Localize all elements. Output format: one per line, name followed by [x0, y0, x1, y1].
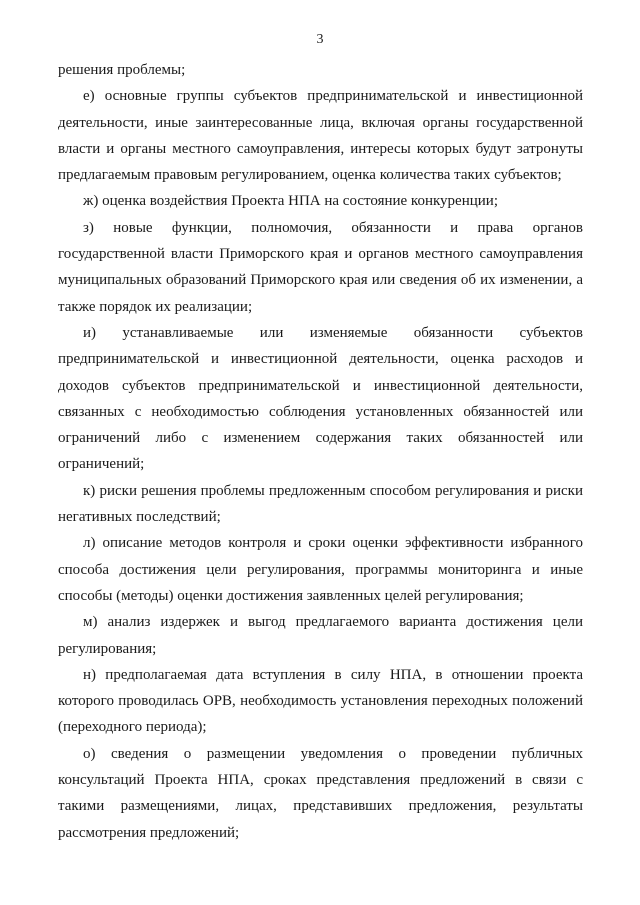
paragraph-item-k: к) риски решения проблемы предложенным способом регулирования и риски негативных последствий; — [58, 482, 583, 526]
paragraph-item-n: н) предполагаемая дата вступления в силу НПА, в отношении проекта которого проводилась ОРВ, необходимость установления переходных положений (переходного периода); — [58, 666, 583, 736]
paragraph-item-o: о) сведения о размещении уведомления о проведении публичных консультаций Проекта НПА, сроках представления предложений в связи с такими размещениями, лицах, представивших предложения, результаты рассмотрения предложений; — [58, 745, 583, 841]
paragraph-item-m: м) анализ издержек и выгод предлагаемого варианта достижения цели регулирования; — [58, 614, 583, 657]
paragraph-item-e: е) основные группы субъектов предпринимательской и инвестиционной деятельности, иные заинтересованные лица, включая органы государственной власти и органы местного самоуправления, интересы которых будут затронуты предлагаемым правовым регулированием, оценка количества таких субъектов; — [58, 88, 583, 184]
paragraph-continuation: решения проблемы; — [58, 62, 186, 78]
page-number: 3 — [316, 32, 324, 47]
paragraph-item-l: л) описание методов контроля и сроки оценки эффективности избранного способа достижения цели регулирования, программы мониторинга и иные способы (методы) оценки достижения заявленных целей регулирования; — [58, 535, 583, 604]
paragraph-item-i: и) устанавливаемые или изменяемые обязанности субъектов предпринимательской и инвестиционной деятельности, оценка расходов и доходов субъектов предпринимательской и инвестиционной деятельности, связанных с необходимостью соблюдения установленных обязанностей или ограничений либо с изменением содержания таких обязанностей или ограничений; — [58, 324, 583, 473]
paragraph-item-zh: ж) оценка воздействия Проекта НПА на состояние конкуренции; — [83, 193, 498, 210]
document-body — [58, 57, 583, 846]
paragraph-item-z: з) новые функции, полномочия, обязанности и права органов государственной власти Приморского края и органов местного самоуправления муниципальных образований Приморского края или сведения об их изменении, а также порядок их реализации; — [58, 219, 583, 315]
